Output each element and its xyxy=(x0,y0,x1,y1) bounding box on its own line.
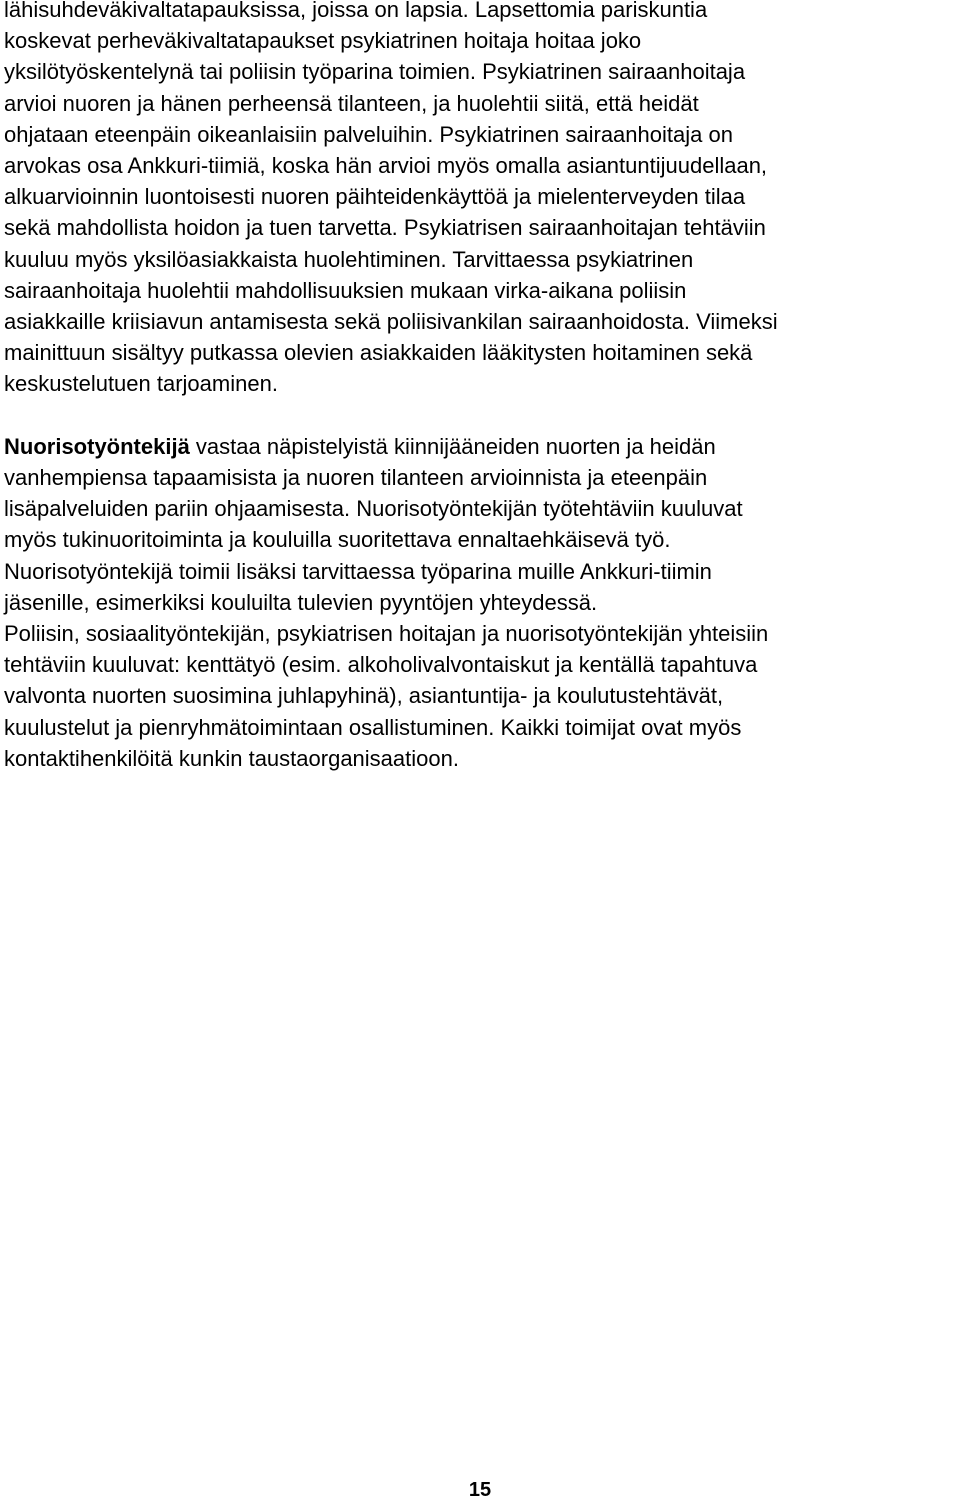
paragraph-spacer xyxy=(4,400,954,431)
text-line: alkuarvioinnin luontoisesti nuoren päihteidenkäyttöä ja mielenterveyden tilaa xyxy=(4,184,746,210)
text-line: lisäpalveluiden pariin ohjaamisesta. Nuorisotyöntekijän työtehtäviin kuuluvat xyxy=(4,496,743,522)
paragraph-youth-worker xyxy=(4,431,954,774)
text-line: mainittuun sisältyy putkassa olevien asiakkaiden lääkitysten hoitaminen sekä xyxy=(4,340,753,366)
text-line: sairaanhoitaja huolehtii mahdollisuuksien mukaan virka-aikana poliisin xyxy=(4,277,687,303)
text-line: arvokas osa Ankkuri-tiimiä, koska hän arvioi myös omalla asiantuntijuudellaan, xyxy=(4,153,768,179)
text-line: koskevat perheväkivaltatapaukset psykiatrinen hoitaja hoitaa joko xyxy=(4,28,642,54)
text-line: asiakkaille kriisiavun antamisesta sekä poliisivankilan sairaanhoidosta. Viimeksi xyxy=(4,309,778,335)
text-line: valvonta nuorten suosimina juhlapyhinä), asiantuntija- ja koulutustehtävät, xyxy=(4,683,724,709)
text-line: keskustelutuen tarjoaminen. xyxy=(4,371,278,397)
page-number: 15 xyxy=(468,1479,492,1501)
text-line: myös tukinuoritoiminta ja kouluilla suoritettava ennaltaehkäisevä työ. xyxy=(4,527,671,553)
text-line: kuulustelut ja pienryhmätoimintaan osallistuminen. Kaikki toimijat ovat myös xyxy=(4,714,742,740)
youth-worker-heading: Nuorisotyöntekijä xyxy=(4,433,190,459)
text-line: yksilötyöskentelynä tai poliisin työparina toimien. Psykiatrinen sairaanhoitaja xyxy=(4,59,746,85)
text-line: vanhempiensa tapaamisista ja nuoren tilanteen arvioinnista ja eteenpäin xyxy=(4,465,708,491)
paragraph-psychiatric-nurse xyxy=(4,0,954,400)
text-fragment: vastaa näpistelyistä kiinnijääneiden nuorten ja heidän xyxy=(189,433,716,459)
text-line: sekä mahdollista hoidon ja tuen tarvetta. Psykiatrisen sairaanhoitajan tehtäviin xyxy=(4,215,766,241)
text-line: kontaktihenkilöitä kunkin taustaorganisaatioon. xyxy=(4,745,459,771)
text-line: tehtäviin kuuluvat: kenttätyö (esim. alkoholivalvontaiskut ja kentällä tapahtuva xyxy=(4,652,758,678)
text-line: lähisuhdeväkivaltatapauksissa, joissa on lapsia. Lapsettomia pariskuntia xyxy=(4,0,708,22)
text-line: kuuluu myös yksilöasiakkaista huolehtiminen. Tarvittaessa psykiatrinen xyxy=(4,246,694,272)
document-body xyxy=(4,0,954,774)
text-line: jäsenille, esimerkiksi kouluilta tulevien pyyntöjen yhteydessä. xyxy=(4,589,598,615)
text-line: arvioi nuoren ja hänen perheensä tilanteen, ja huolehtii siitä, että heidät xyxy=(4,90,699,116)
text-line xyxy=(4,431,954,462)
text-line: Nuorisotyöntekijä toimii lisäksi tarvittaessa työparina muille Ankkuri-tiimin xyxy=(4,558,712,584)
text-line: ohjataan eteenpäin oikeanlaisiin palveluihin. Psykiatrinen sairaanhoitaja on xyxy=(4,121,733,147)
text-line: Poliisin, sosiaalityöntekijän, psykiatrisen hoitajan ja nuorisotyöntekijän yhteisiin xyxy=(4,621,769,647)
